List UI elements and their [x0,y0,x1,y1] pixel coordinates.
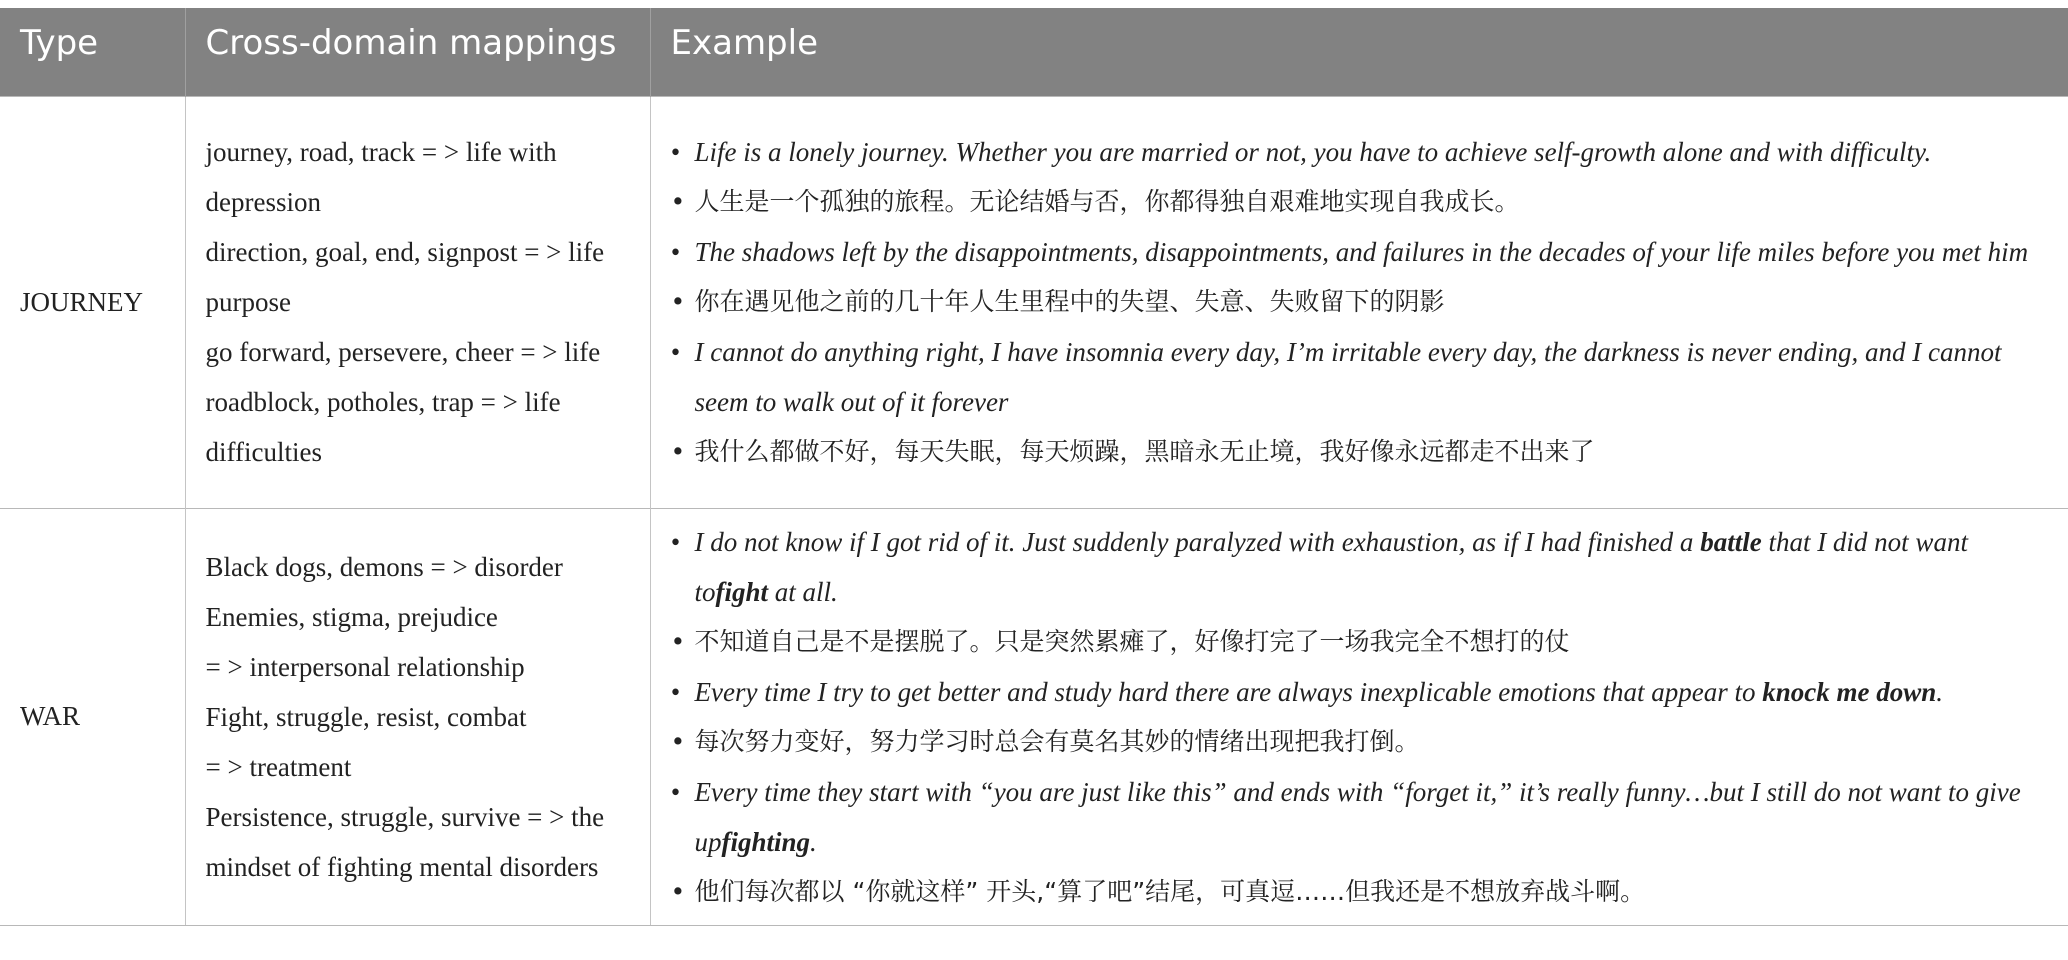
mapping-line: go forward, persevere, cheer = > life [205,337,601,367]
example-item-en [671,767,2049,867]
example-item-zh: • 他们每次都以 “你就这样” 开头,“算了吧”结尾，可真逗……但我还是不想放弃战斗啊。 [671,867,2049,917]
example-item-en: • Life is a lonely journey. Whether you are married or not, you have to achieve self-growth alone and with difficulty. [671,127,2049,177]
example-text: that I did not want to [694,526,1968,607]
mapping-line: roadblock, potholes, trap = > life [205,387,561,417]
mapping-line: = > treatment [205,751,352,782]
keyword: fighting [721,826,811,857]
table-row-journey [0,96,2068,508]
table-row-war [0,508,2068,925]
example-item-en: • The shadows left by the disappointments, disappointments, and failures in the decades of your life miles before you met him [671,227,2049,277]
mapping-line: Persistence, struggle, survive = > the [205,801,605,832]
metaphor-table [0,8,2068,926]
keyword: fight [715,576,769,607]
example-item-zh: • 每次努力变好，努力学习时总会有莫名其妙的情绪出现把我打倒。 [671,717,2049,767]
mapping-line: = > interpersonal relationship [205,651,525,682]
example-list [671,127,2049,477]
keyword: knock me down [1762,676,1937,707]
mapping-line: Enemies, stigma, prejudice [205,601,498,632]
example-item-zh: • 我什么都做不好，每天失眠，每天烦躁，黑暗永无止境，我好像永远都走不出来了 [671,427,2049,477]
example-text: Every time they start with “you are just like this” and ends with “forget it,” it’s really funny…but I still do not want to give up [694,776,2021,857]
mapping-line: Black dogs, demons = > disorder [205,551,563,582]
example-text: Every time I try to get better and study hard there are always inexplicable emotions that appear to [694,676,1763,707]
mapping-line: difficulties [205,437,322,467]
table-header [0,8,2068,96]
type-cell: WAR [0,508,185,925]
mapping-line: depression [205,187,321,217]
example-item-zh: • 你在遇见他之前的几十年人生里程中的失望、失意、失败留下的阴影 [671,277,2049,327]
header-example: Example [650,8,2068,96]
type-cell: JOURNEY [0,96,185,508]
header-type: Type [0,8,185,96]
mapping-line: mindset of fighting mental disorders [205,851,599,882]
example-text: at all. [768,576,838,607]
example-item-en: • I cannot do anything right, I have insomnia every day, I’m irritable every day, the darkness is never ending, and I cannot seem to walk out of it forever [671,327,2049,427]
mapping-line: purpose [205,287,291,317]
header-mappings: Cross-domain mappings [185,8,650,96]
example-text: . [1936,676,1944,707]
example-text: I do not know if I got rid of it. Just suddenly paralyzed with exhaustion, as if I had finished a [694,526,1701,557]
example-item-zh: • 不知道自己是不是摆脱了。只是突然累瘫了，好像打完了一场我完全不想打的仗 [671,617,2049,667]
example-item-zh: • 人生是一个孤独的旅程。无论结婚与否，你都得独自艰难地实现自我成长。 [671,177,2049,227]
example-item-en [671,667,2049,717]
mappings-cell [185,508,650,925]
example-text: . [810,826,817,857]
mappings-cell [185,96,650,508]
example-list [671,517,2049,917]
mapping-line: direction, goal, end, signpost = > life [205,237,605,267]
keyword: battle [1700,526,1762,557]
mapping-line: Fight, struggle, resist, combat [205,701,527,732]
example-item-en [671,517,2049,617]
examples-cell [650,508,2068,925]
mapping-line: journey, road, track = > life with [205,137,557,167]
examples-cell [650,96,2068,508]
